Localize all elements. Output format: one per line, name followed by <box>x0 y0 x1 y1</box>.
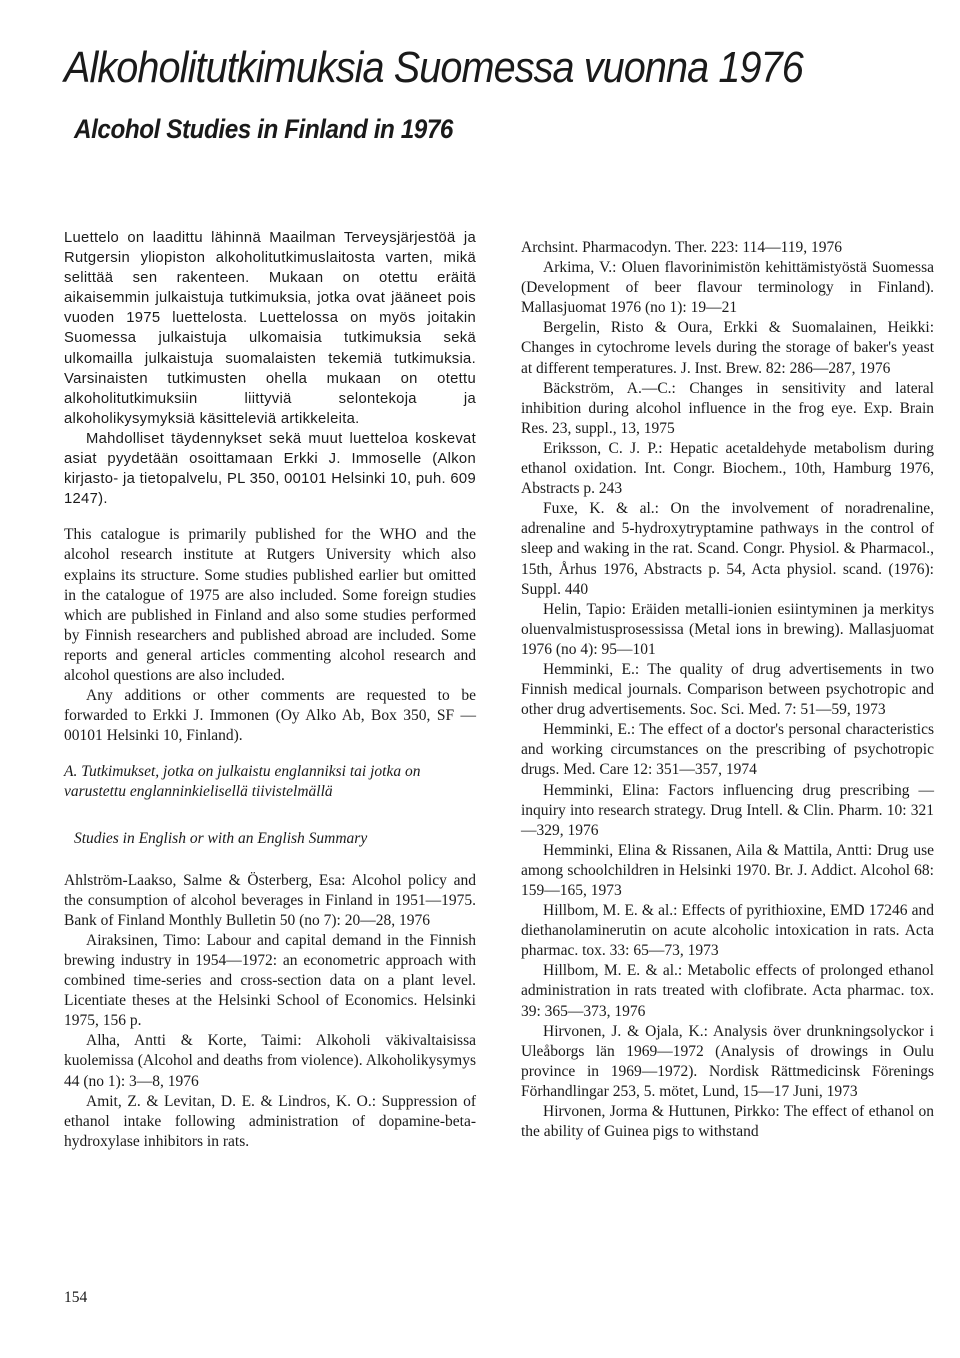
section-a-subheading: Studies in English or with an English Summary <box>74 829 368 847</box>
reference-entry: Arkima, V.: Oluen flavorinimistön kehittämistyöstä Suomessa (Development of beer flavour terminology in Finland). Mallasjuomat 1976 (no 1): 19—21 <box>521 259 934 317</box>
intro-english-paragraph-1: This catalogue is primarily published for the WHO and the alcohol research institute at Rutgers University which also explains its structure. Some studies published earlier but omitted in the catalogue of 1975 are also included. Some foreign studies which are published in Finland and also some studies performed by Finnish researchers and published abroad are included. Some reports and general articles commenting alcohol research and alcohol questions are also included. <box>64 526 476 684</box>
reference-entry: Bergelin, Risto & Oura, Erkki & Suomalainen, Heikki: Changes in cytochrome levels during the storage of baker's yeast at different temperatures. J. Inst. Brew. 82: 286—287, 1976 <box>521 319 934 377</box>
spacer <box>64 849 476 871</box>
spacer <box>64 509 476 525</box>
spacer <box>64 746 476 762</box>
intro-finnish-paragraph-1: Luettelo on laadittu lähinnä Maailman Terveysjärjestöä ja Rutgersin yliopiston alkoholitutkimuslaitosta varten, mikä selittää sen rakenteen. Mukaan on otettu eräitä aikaisemmin julkaistuja tutkimuksia, jotka ovat jääneet pois vuoden 1975 luettelosta. Luettelossa on myös joitakin Suomessa julkaistuja ulkomaisia tutkimuksia sekä ulkomailla julkaistuja suomalaisten tekemiä tutkimuksia. Varsinaisten tutkimusten ohella mukaan on otettu alkoholitutkimuksiin liittyviä selontekoja ja alkoholikysymyksiä käsitteleviä artikkeleita. <box>64 230 476 427</box>
intro-finnish-paragraph-2: Mahdolliset täydennykset sekä muut luetteloa koskevat asiat pyydetään osoittamaan Erkki J. Immoselle (Alkon kirjasto- ja tietopalvelu, PL 350, 00101 Helsinki 10, puh. 609 1247). <box>64 430 476 508</box>
reference-entry: Ahlström-Laakso, Salme & Österberg, Esa: Alcohol policy and the consumption of alcohol beverages in Finland in 1951—1975. Bank of Finland Monthly Bulletin 50 (no 7): 20—28, 1976 <box>64 871 476 929</box>
reference-entry: Amit, Z. & Levitan, D. E. & Lindros, K. O.: Suppression of ethanol intake following administration of dopamine-beta-hydroxylase inhibitors in rats. <box>64 1092 476 1150</box>
intro-english-paragraph-2: Any additions or other comments are requested to be forwarded to Erkki J. Immonen (Oy Alko Ab, Box 350, SF — 00101 Helsinki 10, Finland). <box>64 687 476 745</box>
reference-entry: Hemminki, Elina: Factors influencing drug prescribing — inquiry into research strategy. Drug Intell. & Clin. Pharm. 10: 321—329, 1976 <box>521 781 934 839</box>
page-subtitle: Alcohol Studies in Finland in 1976 <box>74 114 453 144</box>
reference-entry: Airaksinen, Timo: Labour and capital demand in the Finnish brewing industry in 1954—1972: an econometric approach with combined time-series and cross-section data on a plant level. Licentiate theses at the Helsinki School of Economics. Helsinki 1975, 156 p. <box>64 931 476 1030</box>
page-number: 154 <box>64 1289 88 1306</box>
reference-entry: Hillbom, M. E. & al.: Effects of pyrithioxine, EMD 17246 and diethanolaminerutin on acute alcoholic intoxication in rats. Acta pharmac. tox. 33: 65—73, 1973 <box>521 902 934 960</box>
section-a-heading: A. Tutkimukset, jotka on julkaistu englanniksi tai jotka on varustettu englanninkielisellä tiivistelmällä <box>64 763 421 801</box>
reference-entry: Hemminki, Elina & Rissanen, Aila & Mattila, Antti: Drug use among schoolchildren in Helsinki 1970. Br. J. Addict. Alcohol 68: 159—165, 1973 <box>521 841 934 899</box>
reference-entry: Hirvonen, Jorma & Huttunen, Pirkko: The effect of ethanol on the ability of Guinea pigs to withstand <box>521 1103 934 1141</box>
page-title: Alkoholitutkimuksia Suomessa vuonna 1976 <box>64 43 803 92</box>
left-column <box>64 228 476 1152</box>
reference-entry: Hirvonen, J. & Ojala, K.: Analysis över drunkningsolyckor i Uleåborgs län 1969—1972 (Analysis of drowings in Oulu province in 1969—1972). Nordisk Rättmedicinsk Förenings Förhandlingar 253, 5. mötet, Lund, 15—17 Juni, 1973 <box>521 1022 934 1100</box>
right-column <box>521 238 934 1142</box>
reference-entry: Bäckström, A.—C.: Changes in sensitivity and lateral inhibition during alcohol influence in the frog eye. Exp. Brain Res. 23, suppl., 13, 1975 <box>521 379 934 437</box>
reference-entry: Hillbom, M. E. & al.: Metabolic effects of prolonged ethanol administration in rats treated with clofibrate. Acta pharmac. tox. 39: 365—373, 1976 <box>521 962 934 1020</box>
reference-entry: Hemminki, E.: The quality of drug advertisements in two Finnish medical journals. Comparison between psychotropic and other drug advertisements. Soc. Sci. Med. 7: 51—59, 1973 <box>521 660 934 719</box>
spacer <box>64 803 476 829</box>
reference-entry: Eriksson, C. J. P.: Hepatic acetaldehyde metabolism during ethanol oxidation. Int. Congr. Biochem., 10th, Hamburg 1976, Abstracts p. 243 <box>521 439 934 498</box>
reference-continuation: Archsint. Pharmacodyn. Ther. 223: 114—119, 1976 <box>521 239 843 256</box>
reference-entry: Helin, Tapio: Eräiden metalli-ionien esiintyminen ja merkitys oluenvalmistusprosessissa (Metal ions in brewing). Mallasjuomat 1976 (no 4): 95—101 <box>521 600 934 658</box>
reference-entry: Hemminki, E.: The effect of a doctor's personal characteristics and working circumstances on the prescribing of psychotropic drugs. Med. Care 12: 351—357, 1974 <box>521 721 934 779</box>
reference-entry: Fuxe, K. & al.: On the involvement of noradrenaline, adrenaline and 5-hydroxytryptamine pathways in the control of sleep and waking in the rat. Scand. Congr. Physiol. & Pharmacol., 15th, Århus 1976, Abstracts p. 54, Acta physiol. scand. (1976): Suppl. 440 <box>521 500 934 598</box>
reference-entry: Alha, Antti & Korte, Taimi: Alkoholi väkivaltaisissa kuolemissa (Alcohol and deaths from violence). Alkoholikysymys 44 (no 1): 3—8, 1976 <box>64 1032 476 1090</box>
